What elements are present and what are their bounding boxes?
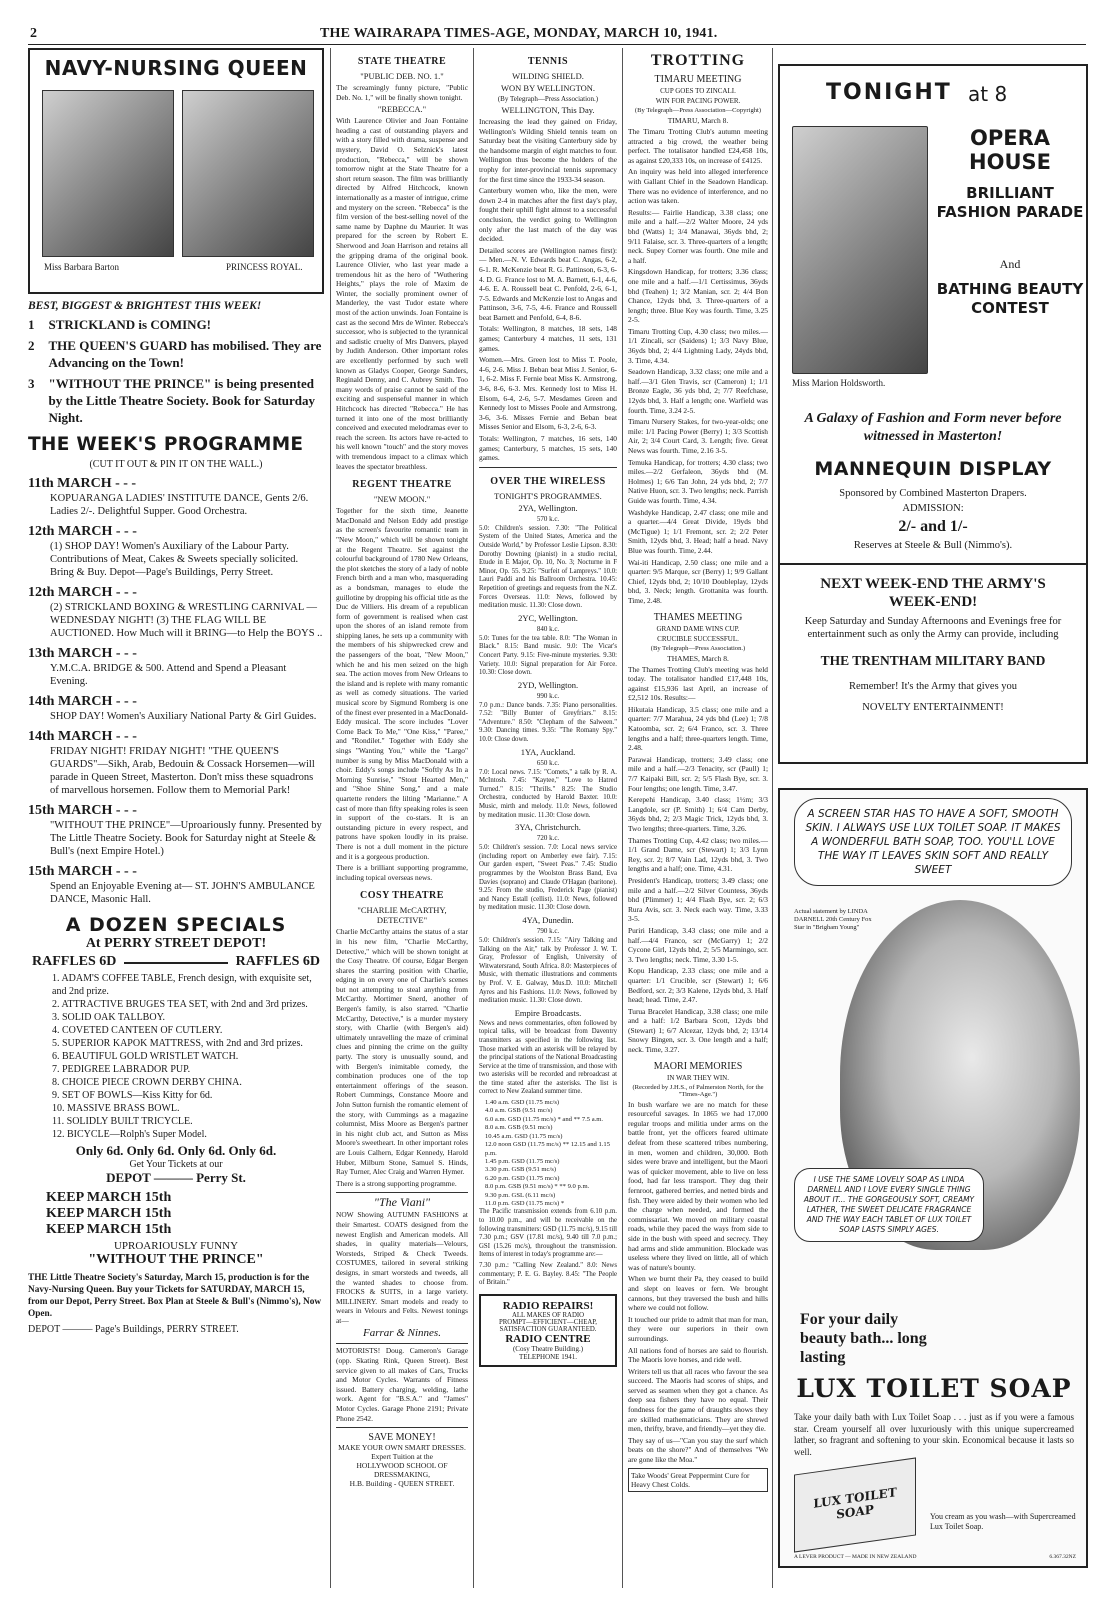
event-list xyxy=(28,476,324,906)
viani-firm: Farrar & Ninnes. xyxy=(363,1327,441,1340)
schedule-row: 11.0 p.m. GSD (11.75 mc/s) * xyxy=(485,1199,565,1207)
and-word: And xyxy=(999,257,1021,271)
keep-line: KEEP MARCH 15th xyxy=(46,1206,172,1221)
theatres-column xyxy=(336,48,468,1588)
empire-schedule xyxy=(485,1099,617,1208)
station-freq: 650 k.c. xyxy=(536,758,560,767)
special-item: 8. CHOICE PIECE CROWN DERBY CHINA. xyxy=(52,1077,242,1088)
timaru-p5: Timaru Trotting Cup, 4.30 class; two miles.—1/1 Zincali, scr (Saidens) 1; 3/3 Navy Blue, 36yds bhd, 2; 4/4 Lightning Lady, 24yds bhd, 3. Time, 4.34. xyxy=(628,326,768,365)
thames-q1: The Thames Trotting Club's meeting was held today. The totalisator handled £17,448 10s, against £15,936 last April, an increase of £2,512 10s. Results:— xyxy=(628,664,768,703)
state-sub: "PUBLIC DEB. NO. 1." xyxy=(360,71,444,81)
station-name: 2YD, Wellington. xyxy=(517,679,579,690)
event-text: (1) SHOP DAY! Women's Auxiliary of the Labour Party. Contributions of Meat, Cakes & Sweets specially solicited. Bring & Buy. Depot—Page's Buildings, Perry Street. xyxy=(50,541,299,578)
lux-sidenote: You cream as you wash—with Supercreamed Lux Toilet Soap. xyxy=(930,1512,1076,1531)
regent-p1: Together for the sixth time, Jeanette MacDonald and Nelson Eddy add prestige as the screen's favourite romantic team in "New Moon," which will be shown tonight at the Regent Theatre. Set against the colourful background of 1780 New Orleans, the plot sketches the story of a lady of noble French birth and a man who, masquerading as a bondsman, manages to elude the guillotine by dropping his official title as the Duc de Villiers. His dream of a republican form of government is realised when cast upon the shores of an island remote from shipping lanes, he sets up a community with the members of his shipwrecked crew and the passengers of the boat, "New Moon," which he and his men seized on the high sea. The action moves from New Orleans to the island and is replete with many romantic as well as comedy situations. The varied musical score by Sigmund Romberg is one of the finest ever presented in a MacDonald-Eddy musical. The score includes "Lover Come Back To Me," "One Kiss," "Paree," and "Rondilet." Together with Eddy she sings "Wanting You," while the "Largo" number is sung by Miss MacDonald with a choir. Eddy's songs include "Softly As In a Morning Sunrise," "Stout Hearted Men," and "Shoe Shine Song," and a male quartette renders the lilting "Marianne." A cast of more than fifty speaking roles is seen in support of the co-stars. It is an outstanding picture in every respect, and patrons have spoken loudly in its praise. There is not a dull moment in the picture and it is a gorgeous production. xyxy=(336,506,468,861)
keep-line: KEEP MARCH 15th xyxy=(46,1222,172,1237)
trentham-band: THE TRENTHAM MILITARY BAND xyxy=(820,653,1046,668)
barbara-barton-photo xyxy=(42,90,174,257)
special-item: 4. COVETED CANTEEN OF CUTLERY. xyxy=(52,1025,223,1036)
tennis-p4: Totals: Wellington, 8 matches, 18 sets, 148 games; Canterbury 4 matches, 11 sets, 131 games. xyxy=(479,324,617,353)
point-number: 1 xyxy=(28,317,35,332)
tonight-word: TONIGHT xyxy=(826,80,952,105)
point-2 xyxy=(28,337,324,371)
timaru-p4: Kingsdown Handicap, for trotters; 3.36 class; one mile and a half.—1/1 Certissimus, 36yds bhd (Teahen) 1; 3/2 Manian, scr. 2; 4/4 Bon Chance, 12yds bhd, 3. Three-quarters of a length; three. Blue Key was fourth. Time, 3.25 2-5. xyxy=(628,267,768,325)
masthead-bar xyxy=(0,0,1114,42)
lux-code: 6.367.32NZ xyxy=(1049,1554,1076,1560)
radio-title: RADIO REPAIRS! xyxy=(502,1299,594,1312)
special-item: 11. SOLIDLY BUILT TRICYCLE. xyxy=(52,1116,193,1127)
radio-repairs-ad xyxy=(479,1294,617,1367)
timaru-p2: An inquiry was held into alleged interference with Gallant Chief in the Seadown Handicap. There was no evidence of interference, and no action was taken. xyxy=(628,167,768,206)
special-item: 2. ATTRACTIVE BRUGES TEA SET, with 2nd and 3rd prizes. xyxy=(52,999,308,1010)
thames-sub: GRAND DAME WINS CUP. xyxy=(656,624,740,633)
state-p1: The screamingly funny picture, "Public Deb. No. 1," will be finally shown tonight. xyxy=(336,83,468,102)
dozen-title: A DOZEN SPECIALS xyxy=(65,914,287,936)
tennis-wireless-column xyxy=(479,48,617,1588)
without-the-prince: "WITHOUT THE PRINCE" xyxy=(88,1252,264,1267)
schedule-row: 8.0 p.m. GSB (9.51 mc/s) * ** 9.0 p.m. xyxy=(485,1183,590,1191)
save-money-ad xyxy=(336,1427,468,1488)
raffles-rule xyxy=(124,954,227,964)
thames-dateline: THAMES, March 8. xyxy=(667,653,729,663)
tennis-p3: Detailed scores are (Wellington names first):— Men.—N. V. Edwards beat C. Angas, 6-2, 6-1. R. McKenzie beat R. G. Pattinson, 6-3, 6-4. D. G. France lost to M. A. Barnett, 6-1, 4-6, 4-6. E. A. Roussell beat C. Penfold, 2-6, 6-1, 7-5. Edwards and McKenzie lost to Angas and Pattinson, 3-6, 7-5, 4-6. France and Roussell beat Barnett and Penfold, 6-4, 8-6. xyxy=(479,245,617,322)
thames-q7: Puriri Handicap, 3.43 class; one mile and a half.—4/4 Franco, scr (McGarry) 1; 2/2 Cycone Girl, 12yds bhd, 2; 5/5 Marmingo, scr. 3. Two lengths; neck. Time, 3.30 1-5. xyxy=(628,925,768,964)
special-item: 12. BICYCLE—Rolph's Super Model. xyxy=(52,1129,207,1140)
radio-l4: (Cosy Theatre Building.) xyxy=(512,1344,584,1353)
viani-text: NOW Showing AUTUMN FASHIONS at their Smartest. COATS designed from the newest English and American models. All shades, in quality materials—Velours, Worsteds, Striped & Check Tweeds. COSTUMES, tailored in several striking designs, in smart worsteds and tweeds, all the wanted shades to choose from. FROCKS & SUITS, in a large variety. MILLINERY. Smart models and ready to wears in Velours and Felts. Newest tonings at— xyxy=(336,1210,468,1325)
lux-star-note: Actual statement by LINDA DARNELL 20th Century Fox Star in "Brigham Young" xyxy=(794,908,872,931)
schedule-row: 10.45 a.m. GSD (11.75 mc/s) xyxy=(485,1132,563,1140)
tickets-note: Get Your Tickets at our xyxy=(129,1159,223,1170)
navy-points xyxy=(28,316,324,426)
empire-title: Empire Broadcasts. xyxy=(514,1007,582,1018)
station-freq: 990 k.c. xyxy=(536,691,560,700)
thames-credit: (By Telegraph—Press Association.) xyxy=(650,644,746,652)
station-text: 5.0: Children's session. 7.15: "Airy Talking and Talking on the Air," talk by Professor J. W. T. Gray, Professor of English, University of Witwatersrand, South Africa. 8.0: Masterpieces of Music, with thematic illustrations and comments by Prof. V. E. Galway, Mus.D. 10.0: Mitchell Ayres and his Fashions. 11.0: News, followed by meditation music. 11.30: Close down. xyxy=(479,936,617,1005)
thames-sub2: CRUCIBLE SUCCESSFUL. xyxy=(657,634,739,643)
radio-l2: PROMPT—EFFICIENT—CHEAP, xyxy=(498,1318,597,1326)
motorists-ad xyxy=(336,1343,468,1423)
programme-title: THE WEEK'S PROGRAMME xyxy=(28,434,304,455)
station-text: 7.0 p.m.: Dance bands. 7.35: Piano personalities. 7.52: "Billy Bunter of Greyfriars." 8.15: "Adventure." 8.50: "Clepham of the Salween." 9.30: Dancing times. 9.35: "The Romany Spy." 10.0: Close down. xyxy=(479,701,617,744)
maori-p6: They say of us—"Can you stay the surf which beats on the shore?" And of themselves "We are gone like the Moa." xyxy=(628,1435,768,1465)
state-theatre-title: STATE THEATRE xyxy=(357,56,447,67)
masthead-rule xyxy=(28,44,1086,45)
tennis-p2: Canterbury women who, like the men, were down 2-4 in matches after the first day's play, fought their uphill fight almost to a successful conclusion, the verdict going to Wellington only after the last match of the day was decided. xyxy=(479,186,617,244)
special-item: 5. SUPERIOR KAPOK MATTRESS, with 2nd and 3rd prizes. xyxy=(52,1038,303,1049)
event-text: (2) STRICKLAND BOXING & WRESTLING CARNIVAL — WEDNESDAY NIGHT! (3) THE FLAG WILL BE AUCTIONED. How Much will it BRING—to Help the BOYS .. xyxy=(50,602,323,639)
galaxy-text: A Galaxy of Fashion and Form never before witnessed in Masterton! xyxy=(804,411,1062,444)
timaru-credit: (By Telegraph—Press Association—Copyright) xyxy=(634,107,762,114)
woods-ad: Take Woods' Great Peppermint Cure for Heavy Chest Colds. xyxy=(628,1468,768,1492)
timaru-p8: Temuka Handicap, for trotters; 4.30 class; two miles.—2/2 Gerfaleon, 36yds bhd (M. Holmes) 1; 6/6 Tan John, 24 yds bhd, 2; 7/7 Native Huon, scr. 3. Two lengths; neck. Parrish Guide was fourth. Time, 4.34. xyxy=(628,457,768,505)
point-text: STRICKLAND is COMING! xyxy=(48,317,212,332)
opera-house: OPERA HOUSE xyxy=(969,126,1051,174)
bathing-beauty: BATHING BEAUTY CONTEST xyxy=(936,280,1084,317)
save-title: SAVE MONEY! xyxy=(368,1432,436,1444)
event-text: "WITHOUT THE PRINCE"—Uproariously funny. Presented by The Little Theatre Society. Book for Saturday night at Steele & Bull's (next Empire Hotel.) xyxy=(50,820,322,857)
maori-p5: Writers tell us that all races who favour the sea succeed. The Maoris had scores of ships, and served as seamen when they got a chance. As deep sea fishers they have no equal. Their fondness for the game of draughts shows they are skilled mathematicians. They are shrewd men, thrifty, brave, and friendly—yet they die. xyxy=(628,1366,768,1434)
timaru-p6: Seadown Handicap, 3.32 class; one mile and a half.—3/1 Glen Travis, scr (Cameron) 1; 1/1 Bronze Eagle, 36 yds bhd, 2; 7/7 Reefchase, 12yds bhd, 3. Half a length; one. Warfield was fourth. Time, 3.24 2-5. xyxy=(628,367,768,415)
schedule-row: 1.45 p.m. GSD (11.75 mc/s) xyxy=(485,1157,560,1165)
station-name: 1YA, Auckland. xyxy=(520,746,576,757)
event-text: SHOP DAY! Women's Auxiliary National Party & Girl Guides. xyxy=(50,711,317,722)
navy-tagline: BEST, BIGGEST & BRIGHTEST THIS WEEK! xyxy=(28,300,262,312)
station-text: 7.0: Local news. 7.15: "Comets," a talk by R. A. McIntosh. 7.45: "Kaytee," "Love to Hatred Turned." 8.15: "Thrills." 8.25: The Studio Orchestra, conducted by Harold Baxter. 10.0: Music, mirth and melody. 11.0: News, followed by meditation music. 11.30: Close down. xyxy=(479,768,617,819)
navy-title: NAVY-NURSING QUEEN xyxy=(44,56,308,80)
special-item: 6. BEAUTIFUL GOLD WRISTLET WATCH. xyxy=(52,1051,239,1062)
lux-speech-bubble: A SCREEN STAR HAS TO HAVE A SOFT, SMOOTH SKIN. I ALWAYS USE LUX TOILET SOAP. IT MAKES A WONDERFUL BATH SOAP, TOO. YOU'LL LOVE THE WAY IT LEAVES SKIN SOFT AND REALLY SWEET xyxy=(794,798,1072,886)
thames-q3: Parawai Handicap, trotters; 3.49 class; one mile and a half.—2/3 Tenacity, scr (Paull) 1; 7/7 Kaipaki Bill, scr. 2; 5/5 Flash Bye, scr. 3. Four lengths; one length. Time, 3.47. xyxy=(628,754,768,793)
station-name: 2YA, Wellington. xyxy=(518,502,578,513)
cosy-theatre-title: COSY THEATRE xyxy=(360,890,444,902)
novelty-line: NOVELTY ENTERTAINMENT! xyxy=(862,702,1004,713)
only-6d: Only 6d. Only 6d. Only 6d. Only 6d. xyxy=(75,1143,277,1158)
regent-p2: There is a brilliant supporting programme, including topical overseas news. xyxy=(336,863,468,882)
timaru-p9: Washdyke Handicap, 2.47 class; one mile and a quarter.—4/4 Great Divide, 19yds bhd (McTigue) 1; 1/1 Fremont, scr. 2; 2/2 Peter Smith, 12yds bhd, 3. Head; half a head. Navy Blue was fourth. Time, 2.44. xyxy=(628,507,768,555)
tennis-sub2: WON BY WELLINGTON. xyxy=(500,83,596,93)
wireless-title: OVER THE WIRELESS xyxy=(490,475,606,487)
station-freq: 790 k.c. xyxy=(536,926,560,935)
tennis-p5: Women.—Mrs. Green lost to Miss T. Poole, 4-6, 2-6. Miss J. Beban beat Miss J. Senior, 6-1, 6-2. Miss F. Fernie beat Miss K. Armstrong, 3-6, 8-6, 6-3. Mrs. Kennedy lost to Miss H. Elsom, 6-4, 2-6, 5-7. Mesdames Green and Kennedy lost to Misses Poole and Armstrong, 3-6, 3-6. Misses Fernie and Beban beat Misses Senior and Elsom, 6-3, 2-6, 6-3. xyxy=(479,355,617,432)
tennis-sub1: WILDING SHIELD. xyxy=(512,71,584,81)
event-date: 14th MARCH - - - xyxy=(28,729,137,744)
point-3 xyxy=(28,375,324,426)
timaru-title: TIMARU MEETING xyxy=(654,74,742,85)
regent-sub: "NEW MOON." xyxy=(373,494,431,505)
marion-caption: Miss Marion Holdsworth. xyxy=(792,378,886,388)
uproariously: UPROARIOUSLY FUNNY xyxy=(113,1240,239,1252)
maori-credit: (Recorded by J.H.S., of Palmerston North, for the "Times-Age.") xyxy=(632,1083,764,1098)
station-name: 3YA, Christchurch. xyxy=(515,822,581,833)
save-l4: H.B. Building - QUEEN STREET. xyxy=(349,1479,455,1489)
timaru-p10: Wai-iti Handicap, 2.50 class; one mile and a quarter: 9/5 Marque, scr (Berry) 1; 9/9 Gallant Chief, 12yds bhd, 2; 10/10 Doubleplay, 12yds bhd, 3. Neck; length. Grottanita was fourth. Time, 2.48. xyxy=(628,557,768,605)
motorists-text: MOTORISTS! Doug. Cameron's Garage (opp. Skating Rink, Queen Street). Best service given to all makes of Cars, Trucks and Motor Cycles. Warrants of Fitness issued. Battery charging, welding, lathe work. Agent for "B.S.A." and "James" Motor Cycles. Garage Phone 2191; Private Phone 2542. xyxy=(336,1346,468,1423)
trotting-column xyxy=(628,48,768,1588)
station-text: 5.0: Tunes for the tea table. 8.0: "The Woman in Black." 8.15: Band music. 9.0: The Vicar's Concert Party. 9.15: Five-minute mysteries. 9.30: Variety. 10.0: Signal preparation for Air Force. 10.30: Close down. xyxy=(479,634,617,677)
radio-l3: SATISFACTION GUARANTEED. xyxy=(499,1325,597,1333)
masthead-title: THE WAIRARAPA TIMES-AGE, MONDAY, MARCH 10, 1941. xyxy=(320,26,718,41)
event-date: 12th MARCH - - - xyxy=(28,524,137,539)
tennis-dateline: WELLINGTON, This Day. xyxy=(501,105,595,115)
event-date: 14th MARCH - - - xyxy=(28,694,137,709)
raffles-line xyxy=(32,954,320,970)
admission-label: ADMISSION: xyxy=(902,503,964,514)
maori-sub: IN WAR THEY WIN. xyxy=(667,1073,729,1082)
point-number: 2 xyxy=(28,338,35,353)
event-date: 12th MARCH - - - xyxy=(28,585,137,600)
state-sub2: "REBECCA." xyxy=(377,104,427,115)
lux-footer: A LEVER PRODUCT — MADE IN NEW ZEALAND xyxy=(794,1554,917,1560)
maori-title: MAORI MEMORIES xyxy=(653,1060,743,1072)
navy-nursing-ad xyxy=(28,48,324,1588)
schedule-row: 12.0 noon GSD (11.75 mc/s) ** 12.15 and 1.15 p.m. xyxy=(485,1141,611,1157)
thames-q2: Hikutaia Handicap, 3.5 class; one mile and a quarter: 7/7 Marahua, 24 yds bhd (Lee) 1; 7/8 Katoomba, scr. 2; 6/4 Franco, scr. 3. Three lengths and a half; three-quarters length. Time, 2.48. xyxy=(628,704,768,753)
station-freq: 570 k.c. xyxy=(536,514,560,523)
specials-list xyxy=(28,972,324,1141)
tennis-credit: (By Telegraph—Press Association.) xyxy=(497,95,599,103)
event-date: 15th MARCH - - - xyxy=(28,803,137,818)
timaru-sub: CUP GOES TO ZINCALI. xyxy=(660,87,736,95)
schedule-row: 8.0 a.m. GSB (9.51 mc/s) xyxy=(485,1124,553,1132)
lux-brand: LUX TOILET SOAP xyxy=(796,1374,1072,1403)
viani-ad xyxy=(336,1192,468,1339)
cut-out-note: (CUT IT OUT & PIN IT ON THE WALL.) xyxy=(89,459,263,470)
lux-body-text: Take your daily bath with Lux Toilet Soap . . . just as if you were a famous star. Cream yourself all over luxuriously with this unique supercreamed lather, so fragrant and softening to your skin. Economical because it lasts so well. xyxy=(794,1412,1074,1457)
page-number: 2 xyxy=(30,26,37,41)
column-rule xyxy=(622,48,623,1588)
thames-q6: President's Handicap, trotters; 3.49 class; one mile and a half.—2/2 Silver Countess, 36yds bhd (Plimmer) 1; 4/4 Flash Bye, scr. 2; 6/3 Rura Avis, scr. 3. Neck each way. Time, 3.33 3-5. xyxy=(628,875,768,924)
timaru-p3: Results:— Fairlie Handicap, 3.38 class; one mile and a half.—2/2 Walter Moore, 24 yds bhd (Watts) 1; 3/4 Manawai, 36yds bhd, 2; 9/11 Falaise, scr. 3. Three-quarters of a length; neck. Supey Corner was fourth. One mile and a half. xyxy=(628,207,768,265)
caption-right: PRINCESS ROYAL. xyxy=(226,262,303,272)
tonight-divider xyxy=(780,563,1086,565)
lux-tagline: For your daily beauty bath... long lasting xyxy=(800,1311,927,1366)
event-text: KOPUARANGA LADIES' INSTITUTE DANCE, Gents 2/6. Ladies 2/-. Delightful Supper. Good Orchestra. xyxy=(50,493,309,517)
tennis-title: TENNIS xyxy=(527,56,569,67)
thames-title: THAMES MEETING xyxy=(653,611,743,623)
timaru-p1: The Timaru Trotting Club's autumn meeting attracted a big crowd, the weather being perfect. The totalisator handled £24,458 10s, as against £20,333 10s, on increase of £4125. xyxy=(628,127,768,165)
marion-photo xyxy=(792,126,928,374)
final-notice: THE Little Theatre Society's Saturday, March 15, production is for the Navy-Nursing Queen. Buy your Tickets for SATURDAY, MARCH 15, from our Depot, Perry Street. Box Plan at Steele & Bull's (Nimmo's), Now Open. xyxy=(28,1273,322,1319)
keep-line: KEEP MARCH 15th xyxy=(46,1190,172,1205)
admission-price: 2/- and 1/- xyxy=(898,518,968,535)
save-l1: MAKE YOUR OWN SMART DRESSES. xyxy=(338,1443,466,1453)
right-ads-column xyxy=(778,48,1088,1588)
station-name: 4YA, Dunedin. xyxy=(522,914,574,925)
tonight-time: at 8 xyxy=(968,82,1008,106)
point-text: "WITHOUT THE PRINCE" is being presented by the Little Theatre Society. Book for Saturday Night. xyxy=(48,376,315,425)
pacific-items: 7.30 p.m.: "Calling New Zealand." 8.0: News commentary; P. E. G. Bayley. 8.45: "The People of Britain." xyxy=(479,1261,617,1287)
schedule-row: 3.30 p.m. GSB (9.51 mc/s) xyxy=(485,1166,557,1174)
column-rule xyxy=(772,48,773,1588)
remember-line: Remember! It's the Army that gives you xyxy=(848,681,1018,692)
schedule-row: 4.0 a.m. GSB (9.51 mc/s) xyxy=(485,1107,553,1115)
maori-p3: It touched our pride to admit that man for man, they were our superiors in their own surroundings. xyxy=(628,1314,768,1343)
radio-l1: ALL MAKES OF RADIO xyxy=(511,1311,585,1319)
trotting-title: TROTTING xyxy=(650,52,746,69)
point-text: THE QUEEN'S GUARD has mobilised. They are Advancing on the Town! xyxy=(48,338,322,370)
thames-q4: Kerepehi Handicap, 3.40 class; 1½m; 3/3 Langdole, scr (P. Smith) 1; 6/4 Cam Derby, 36yds bhd, 2; 2/3 Magic Trick, 12yds bhd, 3. Two lengths; three-quarters. Time, 3.26. xyxy=(628,795,768,833)
thames-q8: Kopu Handicap, 2.33 class; one mile and a quarter: 1/1 Crucible, scr (Stewart) 1; 6/6 Bedford, scr. 2; 3/3 Kalene, 12yds bhd, 3. Half head; head. Time, 2.47. xyxy=(628,966,768,1005)
maori-p2: When we burnt their Pa, they ceased to build and slept on leaves or fern. We brought cannons, but they traversed the bush and hills where we could not follow. xyxy=(628,1274,768,1313)
regent-theatre-title: REGENT THEATRE xyxy=(352,479,452,491)
dozen-sub: At PERRY STREET DEPOT! xyxy=(85,936,267,951)
event-date: 13th MARCH - - - xyxy=(28,646,137,661)
event-text: FRIDAY NIGHT! FRIDAY NIGHT! "THE QUEEN'S GUARDS"—Sikh, Arab, Bedouin & Cossack Horsemen—will parade in Queen Street, Masterton. Don't miss these squadrons of marvellous horsemen. Follow them to Memorial Park! xyxy=(50,746,315,796)
column-rule xyxy=(473,48,474,1588)
special-item: 3. SOLID OAK TALLBOY. xyxy=(52,1012,165,1023)
radio-phone: TELEPHONE 1941. xyxy=(519,1352,577,1361)
princess-royal-photo xyxy=(182,90,314,257)
wireless-section xyxy=(479,467,617,1288)
point-1 xyxy=(28,316,324,333)
event-text: Spend an Enjoyable Evening at— ST. JOHN'S AMBULANCE DANCE, Masonic Hall. xyxy=(50,881,315,905)
save-l3: HOLLYWOOD SCHOOL OF DRESSMAKING, xyxy=(356,1461,448,1480)
cosy-p2: There is a strong supporting programme. xyxy=(336,1178,457,1188)
tonight-header xyxy=(786,72,1084,402)
wireless-sub: TONIGHT'S PROGRAMMES. xyxy=(494,490,602,501)
timaru-dateline: TIMARU, March 8. xyxy=(667,116,729,125)
timaru-sub2: WIN FOR PACING POWER. xyxy=(655,97,741,105)
timaru-p7: Timaru Nursery Stakes, for two-year-olds; one mile: 1/1 Pacing Power (Berry) 1; 3/3 Scottish Air, 2; 3/4 Court Card, 3. Length; five. Great News was fourth. Time, 2.16 3-5. xyxy=(628,417,768,455)
caption-left: Miss Barbara Barton xyxy=(44,262,119,272)
queen-photos-box xyxy=(28,48,324,294)
station-freq: 840 k.c. xyxy=(536,624,560,633)
fashion-parade: BRILLIANT FASHION PARADE xyxy=(936,184,1084,221)
navy-footer: DEPOT ——— Page's Buildings, PERRY STREET. xyxy=(28,1324,239,1335)
point-number: 3 xyxy=(28,376,35,391)
station-text: 5.0: Children's session. 7.30: "The Political System of the United States, America and the Outside World," by Professor Leslie Lipson. 8.30: Dorothy Downing (pianist) in a studio recital, Etude in E Major, Op. 10, No. 3; Nocturne in F Minor, Op. 55. 9.25: "Surfeit of Lampreys." 10.0: Lauri Paddi and his Ballroom Orchestra. 10.45: Repetition of greetings and requests from the N.Z. Forces Overseas. 11.0: News, followed by meditation music. 11.30: Close down. xyxy=(479,524,617,610)
maori-p4: All nations fond of horses are said to flourish. The Maoris love horses, and ride well. xyxy=(628,1345,768,1365)
thames-q9: Turua Bracelet Handicap, 3.38 class; one mile and a half: 1/2 Barbara Scott, 12yds bhd (Stewart) 1; 6/7 Alcezar, 12yds bhd, 2; 13/14 Snowy Bingen, scr. 3. One length and a half; neck. Time, 3.27. xyxy=(628,1006,768,1055)
cosy-sub: "CHARLIE McCARTHY, DETECTIVE" xyxy=(357,905,447,926)
event-date: 11th MARCH - - - xyxy=(28,476,137,491)
raffles-right: RAFFLES 6D xyxy=(235,954,320,969)
column-rule xyxy=(330,48,331,1588)
radio-shop: RADIO CENTRE xyxy=(505,1332,591,1345)
maori-p1: In bush warfare we are no match for these resourceful savages. In 1865 we had 17,000 regular troops and militia under arms on the battle front, yet the officers feared ultimate defeat from these scattered tribes numbering, in men, women and children, 30,000. Both sides were brave and intelligent, but the Maori was of quicker movement, able to live on less food, had far less transport. They dug their fernroot, gathered berries, and netted birds and fish. They were aided by their women who led the charge when needed, and formed the commissariat. We moved on military coastal roads, while they paced the ways from side to side in the bush with speed and secrecy. They had arms and slide ammunition. Blockade was useless where they lived on little, all of which was of nature's bounty. xyxy=(628,1099,768,1272)
tennis-p1: Increasing the lead they gained on Friday, Wellington's Wilding Shield tennis team on Saturday beat the visiting Canterbury side by the handsome margin of eight matches to four. Wellington thus become the holders of the trophy for inter-provincial tennis supremacy for the first time since the 1933-34 season. xyxy=(479,117,617,184)
lux-soap-box-illustration: LUX TOILET SOAP xyxy=(794,1457,916,1552)
state-p2: With Laurence Olivier and Joan Fontaine heading a cast of outstanding players and with a story filled with drama, suspense and mystery, David O. Selznick's latest production, "Rebecca," will be shown tomorrow night at the State Theatre for a short return season. The film was brilliantly directed by Alfred Hitchcock, known internationally as a master of intrigue, crime and mystery on the screen. "Rebecca" is the film version of the best-selling novel of the same name by Daphne du Maurier. It was prepared for the screen by Robert E. Sherwood and Joan Harrison and retains all the gripping drama of the original book. Laurence Olivier, who last year made a tremendous hit as the hero of "Wuthering Heights," plays the role of Maxim de Winter, the socially prominent owner of Manderley, the vast Tudor estate where most of the action unwinds. Joan Fontaine is cast as the second Mrs de Winter. Rebecca's successor, who is subjected to the tyrannical and sadistic cruelty of Mrs Danvers, played by Judith Anderson. Other important roles are excellently performed by such well known as Gladys Cooper, George Sanders, Reginald Denny, and C. Aubrey Smith. Too many words of praise cannot be said of the exciting and suspenseful manner in which Hitchcock has directed "Rebecca." He has turned it into one of the most brilliantly conceived and executed melodramas ever to reach the screen. Its actors have re-acted to his well known "touch" and the story moves with tremendous impact to a climax which leaves the spectator breathless. xyxy=(336,116,468,471)
schedule-row: 9.30 p.m. GSL (6.11 mc/s) xyxy=(485,1191,556,1199)
schedule-row: 1.40 a.m. GSD (11.75 mc/s) xyxy=(485,1099,560,1107)
station-name: 2YC, Wellington. xyxy=(518,612,578,623)
depot-line: DEPOT ——— Perry St. xyxy=(106,1170,246,1185)
viani-title: "The Viani" xyxy=(373,1195,431,1210)
empire-text: News and news commentaries, often followed by topical talks, will be broadcast from Daventry transmitters as specified in the following list. Those marked with an asterisk will be relayed by the principal stations of the National Broadcasting Service at the time of transmission, and those with two asterisks will be recorded and rebroadcast at the time stated after the asterisks. The list is correct to New Zealand summer time. xyxy=(479,1019,617,1096)
cosy-p1: Charlie McCarthy attains the status of a star in his new film, "Charlie McCarthy, Detective," which will be shown tonight at the Cosy Theatre. Of course, Edgar Bergen shares the starring position with Charlie, edging in on every one of Charlie's scenes but not attempting to steal anything from McCarthy. Mortimer Snerd, another of Bergen's family, is also starred. "Charlie McCarthy, Detective," is a murder mystery story, with Charlie (with Bergen's aid) ultimately unravelling the maze of criminal clues and pinning the crime on the guilty party. The story is unusually sound, and with Bergen's inimitable comedy, the combination produces one of the top entertainment offerings of the season. Robert Cummings, Constance Moore and John Sutton furnish the romantic element of the story, with Cummings as a magazine columnist, Miss Moore as Bergen's partner in his night club act, and Sutton as Miss Moore's sweetheart. In other important roles are Louis Calhern, Edgar Kennedy, Harold Huber, Milburn Stone, Samuel S. Hinds, Ray Turner, Alec Craig and Warren Hymer. xyxy=(336,927,468,1177)
reserves-line: Reserves at Steele & Bull (Nimmo's). xyxy=(853,540,1013,551)
event-date: 15th MARCH - - - xyxy=(28,864,137,879)
lux-ad xyxy=(778,788,1088,1568)
special-item: 7. PEDIGREE LABRADOR PUP. xyxy=(52,1064,191,1075)
special-item: 9. SET OF BOWLS—Kiss Kitty for 6d. xyxy=(52,1090,213,1101)
mannequin-display: MANNEQUIN DISPLAY xyxy=(814,458,1052,480)
raffles-left: RAFFLES 6D xyxy=(32,954,117,969)
event-text: Y.M.C.A. BRIDGE & 500. Attend and Spend a Pleasant Evening. xyxy=(50,663,287,687)
tennis-p6: Totals: Wellington, 7 matches, 16 sets, 140 games; Canterbury, 5 matches, 15 sets, 140 games. xyxy=(479,434,617,463)
army-text: Keep Saturday and Sunday Afternoons and Evenings free for entertainment such as only the Army can provide, including xyxy=(804,616,1062,640)
schedule-row: 6.20 p.m. GSD (11.75 mc/s) xyxy=(485,1174,560,1182)
save-l2: Expert Tuition at the xyxy=(371,1452,433,1462)
schedule-row: 6.0 a.m. GSD (11.75 mc/s) * and ** 7.5 a.m. xyxy=(485,1115,604,1123)
lux-second-bubble: I USE THE SAME LOVELY SOAP AS LINDA DARNELL AND I LOVE EVERY SINGLE THING ABOUT IT... THE GORGEOUSLY SOFT, CREAMY LATHER, THE SWEET DELICATE FRAGRANCE AND THE WAY EACH TABLET OF LUX TOILET SOAP LASTS SIMPLY AGES. xyxy=(794,1168,984,1242)
keep-lines xyxy=(46,1190,324,1238)
pacific-text: The Pacific transmission extends from 6.10 p.m. to 10.00 p.m., and will be receivable on the following transmitters: GSD (11.75 mc/s), 9.15 till 7.30 p.m.; GSV (17.81 mc/s), 9.40 till 7.0 p.m.; GSI (15.26 mc/s), throughout the transmission. Items of interest in today's programme are:— xyxy=(479,1208,617,1259)
army-weekend: NEXT WEEK-END THE ARMY'S WEEK-END! xyxy=(820,576,1046,610)
special-item: 10. MASSIVE BRASS BOWL. xyxy=(52,1103,180,1114)
station-freq: 720 k.c. xyxy=(536,834,560,843)
station-text: 5.0: Children's session. 7.0: Local news service (including report on Amberley ewe fair). 7.15: Our garden expert, "Sweet Peas." 7.45: Studio programmes by the Woolston Brass Band, Eva Davies (soprano) and Claude O'Hagan (baritone). 9.25: From the studio, Frederick Page (pianist) and Nancy Estall (cellist). 11.0: News, followed by meditation music. 11.30: Close down. xyxy=(479,844,617,912)
sponsor-line: Sponsored by Combined Masterton Drapers. xyxy=(839,488,1027,499)
thames-q5: Thames Trotting Cup, 4.42 class; two miles.—1/1 Grand Dame, scr (Stewart) 1; 3/3 Lynn Rey, scr. 2; 8/7 Vain Lad, 12yds bhd, 3. Two lengths and a half; one. Time, 4.31. xyxy=(628,835,768,874)
tonight-ad xyxy=(778,64,1088,764)
special-item: 1. ADAM'S COFFEE TABLE, French design, with exquisite set, and 2nd prize. xyxy=(52,973,312,997)
